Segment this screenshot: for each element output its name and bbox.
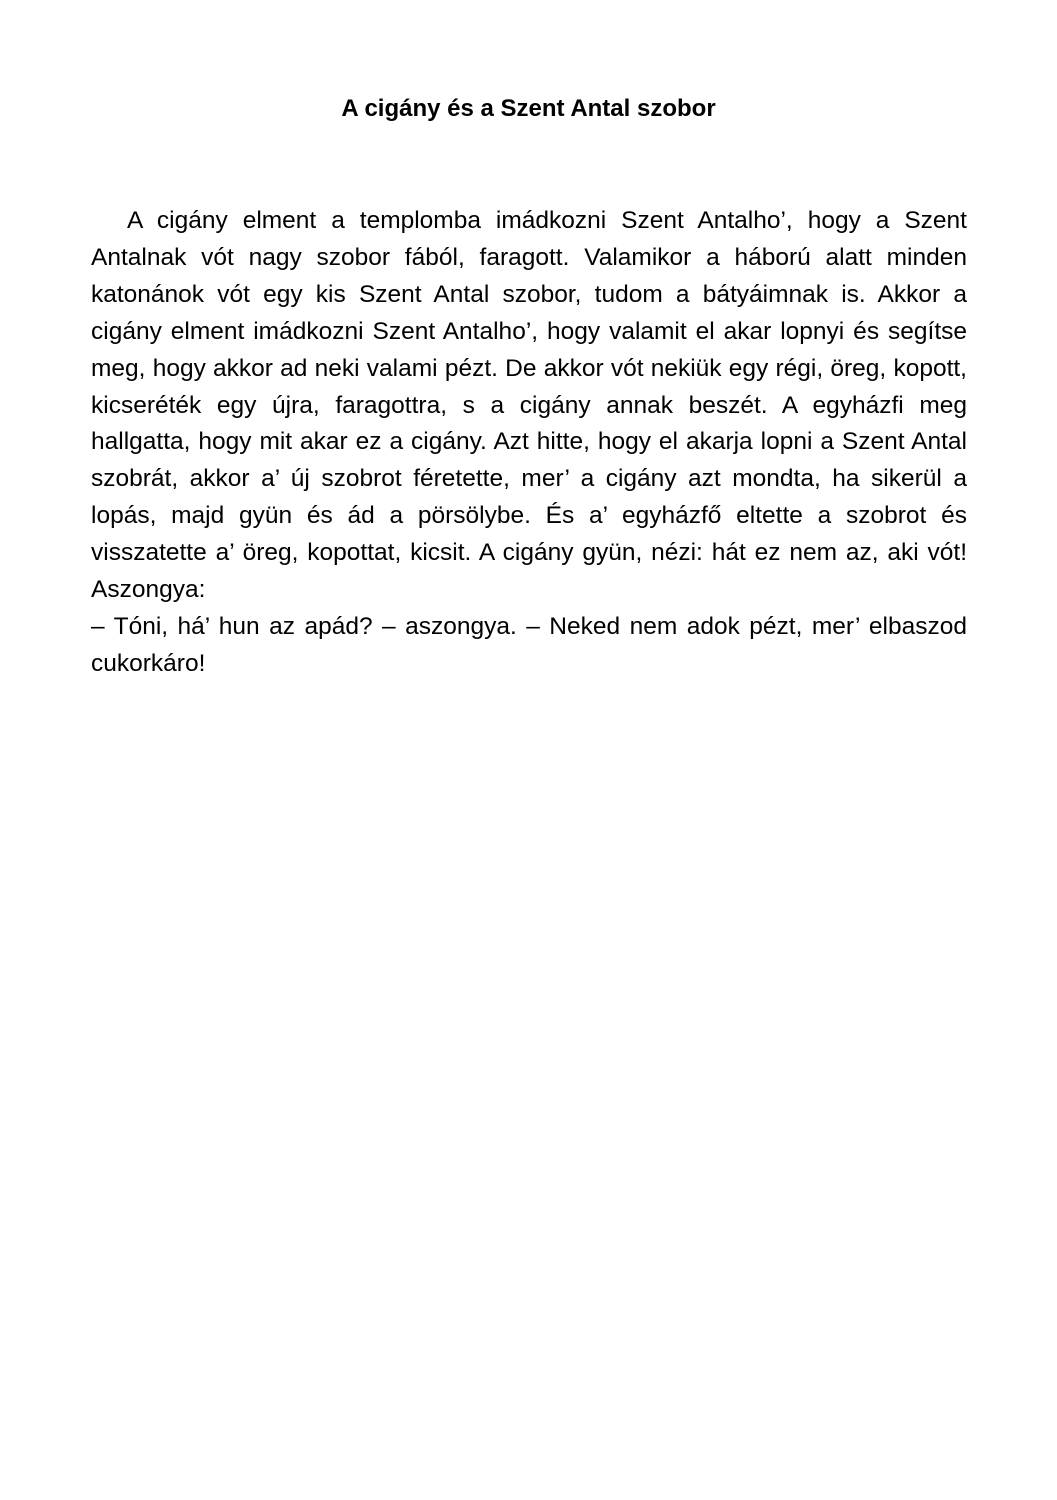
story-body bbox=[91, 203, 967, 683]
dialogue-line: – Tóni, há’ hun az apád? – aszongya. – Neked nem adok pézt, mer’ elbaszod cukorkáro! bbox=[91, 612, 967, 677]
story-paragraph: A cigány elment a templomba imádkozni Szent Antalho’, hogy a Szent Antalnak vót nagy szobor fából, faragott. Valamikor a háború alatt minden katonánok vót egy kis Szent Antal szobor, tudom a bátyáimnak is. Akkor a cigány elment imádkozni Szent Antalho’, hogy valamit el akar lopnyi és segítse meg, hogy akkor ad neki valami pézt. De akkor vót nekiük egy régi, öreg, kopott, kicseréték egy újra, faragottra, s a cigány annak beszét. A egyházfi meg hallgatta, hogy mit akar ez a cigány. Azt hitte, hogy el akarja lopni a Szent Antal szobrát, akkor a’ új szobrot féretette, mer’ a cigány azt mondta, ha sikerül a lopás, majd gyün és ád a pörsölybe. És a’ egyházfő eltette a szobrot és visszatette a’ öreg, kopottat, kicsit. A cigány gyün, nézi: hát ez nem az, aki vót! Aszongya: bbox=[91, 207, 967, 604]
page-title: A cigány és a Szent Antal szobor bbox=[341, 95, 716, 122]
